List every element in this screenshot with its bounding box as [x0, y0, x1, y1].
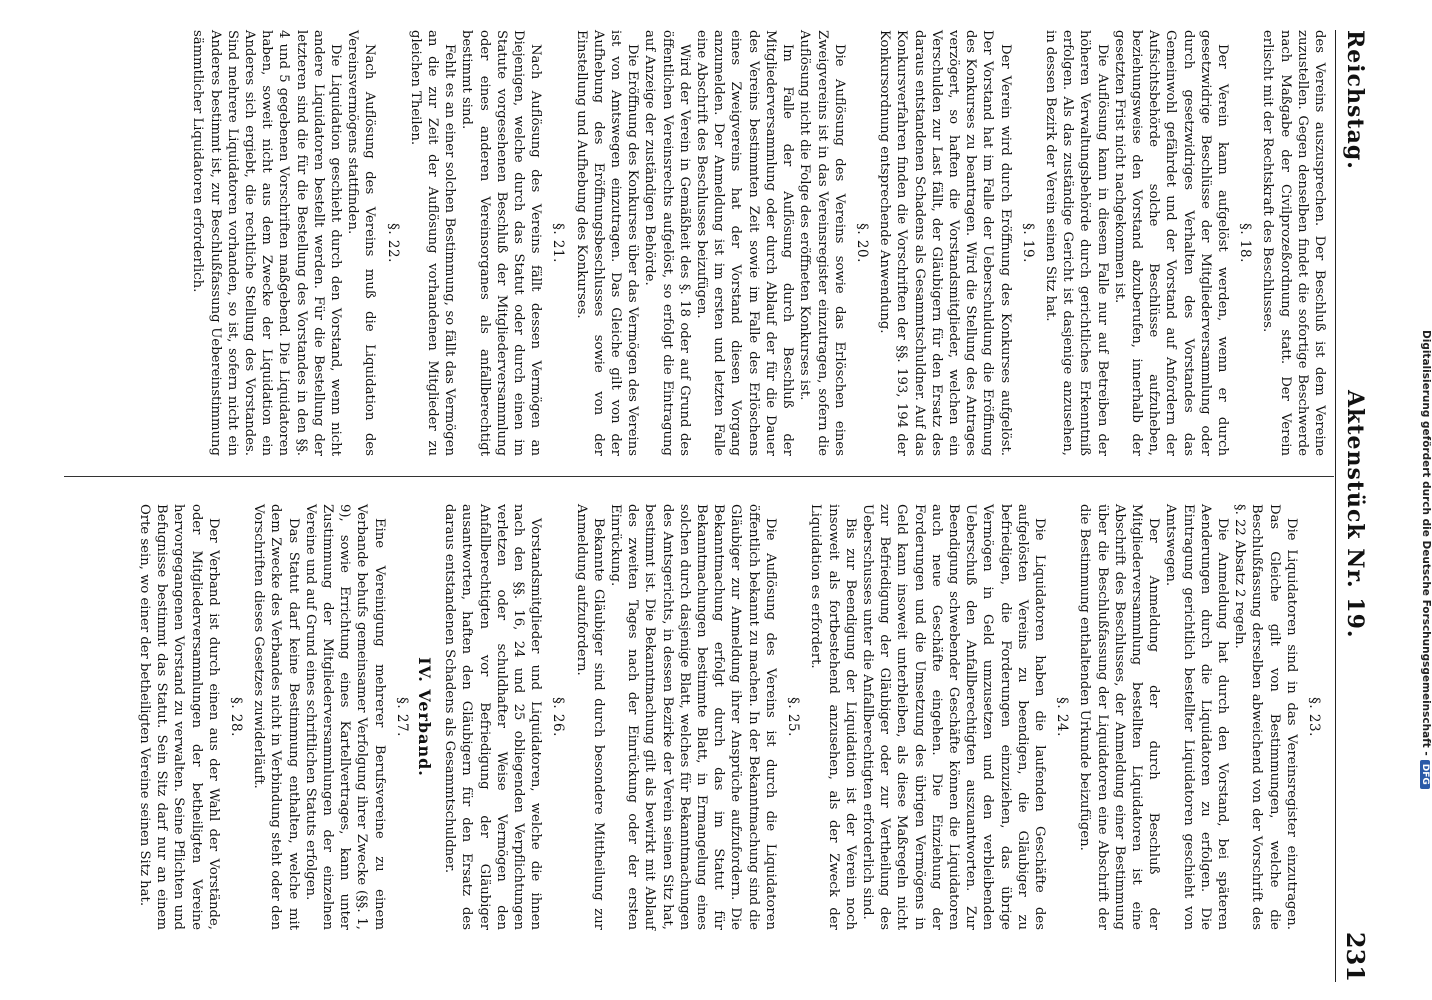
header-rule [1335, 30, 1336, 982]
header-center: Aktenstück Nr. 19. [1342, 390, 1368, 639]
section-heading: §. 28. [228, 697, 245, 737]
paragraph: Vorstandsmitglieder und Liquidatoren, welche die ihnen nach den §§. 16, 24 und 25 obliegenden Verpflichtungen verletzen oder schuldhafter Weise Vermögen den Anfallberechtigten vor Befriedigung der Gläubiger ausantworten, haften den Gläubigern für den Ersatz des daraus entstandenen Schadens als Gesammtschuldner. [442, 504, 544, 930]
paragraph: Die Auflösung des Vereins sowie das Erlöschen eines Zweigvereins ist in das Vereinsregister einzutragen, sofern die Auflösung nicht die Folge des eröffneten Konkurses ist. [797, 30, 847, 456]
right-column [136, 504, 1328, 930]
chapter-heading: IV. Verband. [415, 657, 435, 777]
digitization-credit [1412, 0, 1432, 1000]
paragraph: Die Auflösung des Vereins ist durch die Liquidatoren öffentlich bekannt zu machen. In der Bekanntmachung sind die Gläubiger zur Anmeldung ihrer Ansprüche aufzufordern. Die Bekanntmachung erfolgt durch das im Statut für Bekanntmachungen bestimmte Blatt, in Ermangelung eines solchen durch dasjenige Blatt, welches für Bekanntmachungen des Amtsgerichts, in dessen Bezirke der Verein seinen Sitz hat, bestimmt ist. Die Bekanntmachung gilt als bewirkt mit Ablauf des zweiten Tages nach der Einrückung oder der ersten Einrückung. [608, 504, 778, 930]
paragraph: Die Eröffnung des Konkurses über das Vermögen des Vereins ist von Amtswegen einzutragen. Das Gleiche gilt von der Aufhebung des Eröffnungsbeschlusses sowie von der Einstellung und Aufhebung des Konkurses. [573, 30, 641, 456]
paragraph: Der Verein wird durch Eröffnung des Konkurses aufgelöst. Der Vorstand hat im Falle der Ueberschuldung die Eröffnung des Konkurses zu beantragen. Wird die Stellung des Antrages verzögert, so haften die Vorstandsmitglieder, welchen ein Verschulden zur Last fällt, der Gläubigern für den Ersatz des daraus entstandenen Schadens als Gesammtschuldner. Auf das Konkursverfahren finden die Vorschriften der §§. 193, 194 der Konkursordnung entsprechende Anwendung. [877, 30, 1013, 456]
paragraph: Der Anmeldung der durch Beschluß der Mitgliederversammlung bestellten Liquidatoren ist eine Abschrift des Beschlusses, der Anmeldung einer Bestimmung über die Beschlußfassung der Liquidatoren eine Abschrift der die Bestimmung enthaltenden Urkunde beizufügen. [1077, 504, 1162, 930]
column-divider [64, 476, 1334, 477]
paragraph: Im Falle der Auflösung durch Beschluß der Mitgliederversammlung oder durch Ablauf der für die Dauer des Vereins bestimmten Zeit sowie im Falle des Erlöschens eines Zweigvereins hat der Vorstand diesen Vorgang anzumelden. Der Anmeldung ist im ersten und letzten Falle eine Abschrift des Beschlusses beizufügen. [694, 30, 796, 456]
paragraph: Bis zur Beendigung der Liquidation ist der Verein noch insoweit als fortbestehend anzusehen, als der Zweck der Liquidation es erfordert. [808, 504, 858, 930]
paragraph: des Vereins auszusprechen. Der Beschluß ist dem Vereine zuzustellen. Gegen denselben findet die sofortige Beschwerde nach Maßgabe der Civilprozeßordnung statt. Der Verein erlischt mit der Rechtskraft des Beschlusses. [1260, 30, 1327, 456]
paragraph: Fehlt es an einer solchen Bestimmung, so fällt das Vermögen an die zur Zeit der Auflösung vorhandenen Mitglieder zu gleichen Theilen. [407, 30, 458, 456]
section-heading: §. 27. [393, 697, 410, 737]
paragraph: Die Liquidatoren sind in das Vereinsregister einzutragen. Das Gleiche gilt von Bestimmungen, welche die Beschlußfassung derselben abweichend von der Vorschrift des §. 22 Absatz 2 regeln. [1232, 504, 1299, 930]
section-heading: §. 22. [384, 223, 401, 263]
section-heading: §. 26. [550, 697, 567, 737]
paragraph: Die Liquidatoren haben die laufenden Geschäfte des aufgelösten Vereins zu beendigen, die Gläubiger zu befriedigen, die Forderungen einzuziehen, das übrige Vermögen in Geld umzusetzen und den verbleibenden Ueberschuß den Anfallberechtigten auszuantworten. Zur Beendigung schwebender Geschäfte können die Liquidatoren auch neue Geschäfte eingehen. Die Einziehung der Forderungen und die Umsetzung des übrigen Vermögens in Geld kann insoweit unterbleiben, als diese Maßregeln nicht zur Befriedigung der Gläubiger oder zur Vertheilung des Ueberschusses unter die Anfallberechtigten erforderlich sind. [859, 504, 1047, 930]
page-number: 231 [1341, 931, 1370, 982]
paragraph: Eine Vereinigung mehrerer Berufsvereine zu einem Verbande behufs gemeinsamer Verfolgung ihrer Zwecke (§§. 1, 9), sowie Errichtung eines Kartellvertrages, kann unter Zustimmung der Mitgliederversammlungen der einzelnen Vereine und auf Grund eines schriftlichen Statuts erfolgen. [302, 504, 387, 930]
paragraph: Der Verein kann aufgelöst werden, wenn er durch gesetzwidrige Beschlüsse der Mitgliederversammlung oder durch gesetzwidriges Verhalten des Vorstandes das Gemeinwohl gefährdet und der Vorstand auf Anfordern der Aufsichtsbehörde solche Beschlüsse aufzuheben, beziehungsweise den Vorstand abzuberufen, innerhalb der gesetzten Frist nicht nachgekommen ist. [1111, 30, 1230, 456]
paragraph: Die Anmeldung hat durch den Vorstand, bei späteren Aenderungen durch die Liquidatoren zu erfolgen. Die Eintragung gerichtlich bestellter Liquidatoren geschieht von Amtswegen. [1163, 504, 1230, 930]
dfg-logo: DFG [1420, 760, 1430, 789]
section-heading: §. 19. [1019, 223, 1036, 263]
paragraph: Nach Auflösung des Vereins muß die Liquidation des Vereinsvermögens stattfinden. [345, 30, 378, 456]
header-left: Reichstag. [1342, 30, 1368, 170]
section-heading: §. 24. [1054, 697, 1071, 737]
page-header [1338, 30, 1372, 982]
section-heading: §. 25. [785, 697, 802, 737]
paragraph: Das Statut darf keine Bestimmung enthalten, welche mit dem Zwecke des Verbandes nicht in Verbindung steht oder den Vorschriften dieses Gesetzes zuwiderläuft. [251, 504, 301, 930]
paragraph: Der Verband ist durch einen aus der Wahl der Vorstände, oder Mitgliederversammlungen der betheiligten Vereine hervorgegangenen Vorstand zu verwalten. Seine Pflichten und Befugnisse bestimmt das Statut. Sein Sitz darf nur an einem Orte sein, wo einer der betheiligten Vereine seinen Sitz hat. [137, 504, 221, 930]
paragraph: Wird der Verein in Gemäßheit des §. 18 oder auf Grund des öffentlichen Vereinsrechts aufgelöst, so erfolgt die Eintragung auf Anzeige der zuständigen Behörde. [642, 30, 692, 456]
paragraph: Die Auflösung kann in diesem Falle nur auf Betreiben der höheren Verwaltungsbehörde durch gerichtliches Erkenntniß erfolgen. Als das zuständige Gericht ist dasjenige anzusehen, in dessen Bezirk der Verein seinen Sitz hat. [1042, 30, 1110, 456]
section-heading: §. 20. [853, 223, 870, 263]
credit-text: Digitalisierung gefördert durch die Deutsche Forschungsgemeinschaft - [1420, 330, 1432, 756]
section-heading: §. 23. [1306, 697, 1322, 737]
paragraph: Nach Auflösung des Vereins fällt dessen Vermögen an Diejenigen, welche durch das Statut oder durch einen im Statute vorgesehenen Beschluß der Mitgliederversammlung oder eines anderen Vereinsorganes als anfallberechtigt bestimmt sind. [459, 30, 544, 456]
paragraph: Die Liquidation geschieht durch den Vorstand, wenn nicht andere Liquidatoren bestellt werden. Für die Bestellung der letzteren sind die für die Bestellung des Vorstandes in den §§. 4 und 5 gegebenen Vorschriften maßgebend. Die Liquidatoren haben, soweit nicht aus dem Zwecke der Liquidation ein Anderes sich ergiebt, die rechtliche Stellung des Vorstandes. Sind mehrere Liquidatoren vorhanden, so ist, sofern nicht ein Anderes bestimmt ist, zur Beschlußfassung Uebereinstimmung sämmtlicher Liquidatoren erforderlich. [190, 30, 344, 456]
section-heading: §. 21. [550, 223, 567, 263]
left-column [189, 30, 1328, 456]
section-heading: §. 18. [1237, 223, 1254, 263]
paragraph: Bekannte Gläubiger sind durch besondere Mittheilung zur Anmeldung aufzufordern. [573, 504, 606, 930]
